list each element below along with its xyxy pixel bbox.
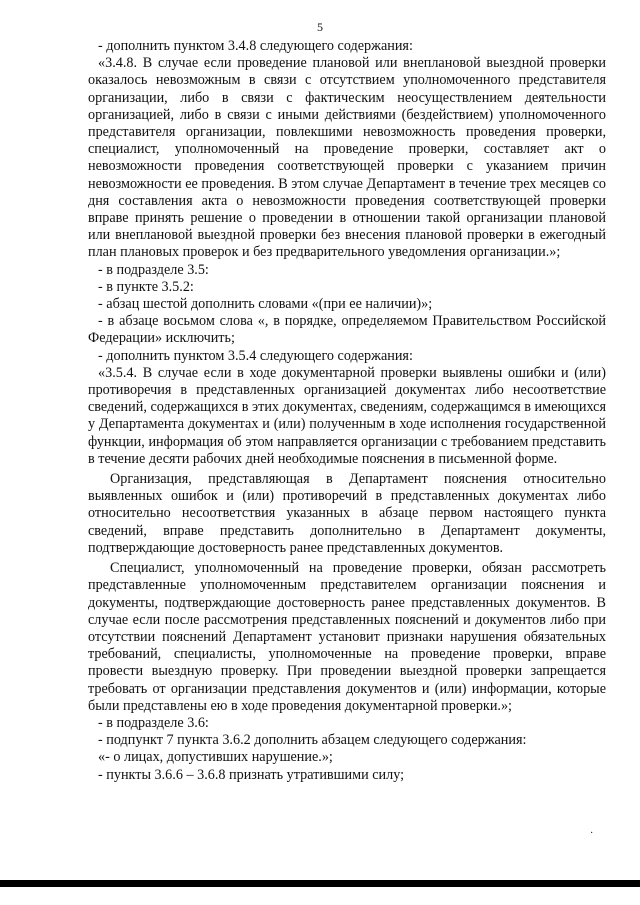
paragraph-3-5-4: «3.5.4. В случае если в ходе документарной проверки выявлены ошибки и (или) противоречия в представленных организацией документах либо несоответствие сведений, содержащихся в этих документах, сведениям, содержащимся в имеющихся у Департамента документах и (или) полученным в ходе исполнения государственной функции, информация об этом направляется организации с требованием представить в течение десяти рабочих дней необходимые пояснения в письменной форме. xyxy=(88,364,606,467)
paragraph-specialist: Специалист, уполномоченный на проведение проверки, обязан рассмотреть представленные уполномоченным представителем организации пояснения и документы, подтверждающие достоверность ранее представленных документов. В случае если после рассмотрения представленных пояснений и документов либо при отсутствии пояснений Департамент установит признаки нарушения обязательных требований, специалисты, уполномоченные на проведение проверки, вправе провести выездную проверку. При проведении выездной проверки запрещается требовать от организации представления документов и (или) информации, которые были представлены ею в ходе проведения документарной проверки.»; xyxy=(88,560,606,714)
document-body xyxy=(88,38,606,784)
paragraph-add-3-5-4: - дополнить пунктом 3.5.4 следующего содержания: xyxy=(98,347,413,364)
paragraph-subpoint-7: - подпункт 7 пункта 3.6.2 дополнить абзацем следующего содержания: xyxy=(98,732,527,749)
paragraph-sixth-abzac: - абзац шестой дополнить словами «(при ее наличии)»; xyxy=(98,296,433,313)
paragraph-subsection-3-6: - в подразделе 3.6: xyxy=(98,714,209,731)
scan-bottom-edge xyxy=(0,880,640,887)
paragraph-point-3-5-2: - в пункте 3.5.2: xyxy=(98,278,194,295)
paragraph-eighth-abzac: - в абзаце восьмом слова «, в порядке, определяемом Правительством Российской Федерации» исключить; xyxy=(88,313,606,347)
margin-mark: · xyxy=(590,828,594,839)
paragraph-violators: «- о лицах, допустивших нарушение.»; xyxy=(98,749,333,766)
page-number: 5 xyxy=(317,20,323,34)
paragraph-subsection-3-5: - в подразделе 3.5: xyxy=(98,261,209,278)
paragraph-points-repealed: - пункты 3.6.6 – 3.6.8 признать утратившими силу; xyxy=(98,766,405,783)
paragraph-organization: Организация, представляющая в Департамент пояснения относительно выявленных ошибок и (или) противоречий в представленных документах либо относительно несоответствия указанных в абзаце первом настоящего пункта сведений, вправе представить дополнительно в Департамент документы, подтверждающие достоверность ранее представленных документов. xyxy=(88,471,606,556)
paragraph-add-3-4-8: - дополнить пунктом 3.4.8 следующего содержания: xyxy=(98,38,413,54)
paragraph-3-4-8: «3.4.8. В случае если проведение плановой или внеплановой выездной проверки оказалось невозможным в связи с отсутствием уполномоченного представителя организации, либо в связи с фактическим неосуществлением деятельности организацией, либо в связи с иными действиями (бездействием) уполномоченного представителя организации, повлекшими невозможность проведения проверки, специалист, уполномоченный на проведение проверки, составляет акт о невозможности проведения соответствующей проверки с указанием причин невозможности ее проведения. В этом случае Департамент в течение трех месяцев со дня составления акта о невозможности проведения соответствующей проверки вправе принять решение о проведении в отношении такой организации плановой или внеплановой выездной проверки без внесения плановой проверки в ежегодный план плановых проверок и без предварительного уведомления организации.»; xyxy=(88,55,606,261)
